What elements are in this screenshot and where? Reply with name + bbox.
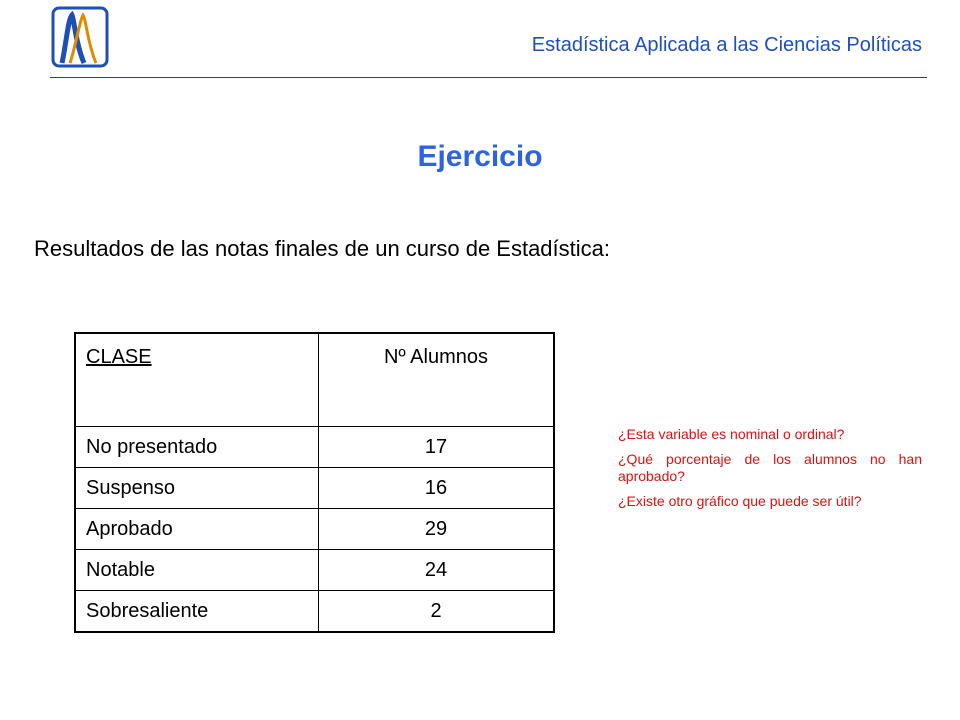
table-row (75, 591, 554, 633)
table-row (75, 550, 554, 591)
logo-icon (50, 5, 110, 69)
table-cell-clase: Aprobado (75, 509, 319, 550)
header-divider (50, 77, 927, 78)
column-header-alumnos: Nº Alumnos (319, 333, 555, 427)
intro-text: Resultados de las notas finales de un curso de Estadística: (34, 236, 611, 261)
slide-title: Ejercicio (417, 140, 543, 173)
question-text: ¿Existe otro gráfico que puede ser útil? (618, 493, 862, 509)
question-text: ¿Esta variable es nominal o ordinal? (618, 426, 845, 442)
table-cell-alumnos: 2 (319, 591, 555, 633)
table-cell-clase: Suspenso (75, 468, 319, 509)
table-row (75, 427, 554, 468)
column-header-clase (75, 333, 319, 427)
table-cell-clase: Notable (75, 550, 319, 591)
questions-box (618, 426, 922, 518)
column-header-clase-label: CLASE (86, 346, 152, 368)
table-cell-alumnos: 17 (319, 427, 555, 468)
table-cell-alumnos: 16 (319, 468, 555, 509)
question-text: ¿Qué porcentaje de los alumnos no han aprobado? (618, 451, 922, 484)
table-row (75, 509, 554, 550)
table-header-row (75, 333, 554, 427)
table-cell-clase: Sobresaliente (75, 591, 319, 633)
header-title: Estadística Aplicada a las Ciencias Políticas (531, 34, 922, 56)
table-cell-alumnos: 24 (319, 550, 555, 591)
table-cell-clase: No presentado (75, 427, 319, 468)
table-cell-alumnos: 29 (319, 509, 555, 550)
grades-table (74, 332, 555, 633)
table-row (75, 468, 554, 509)
